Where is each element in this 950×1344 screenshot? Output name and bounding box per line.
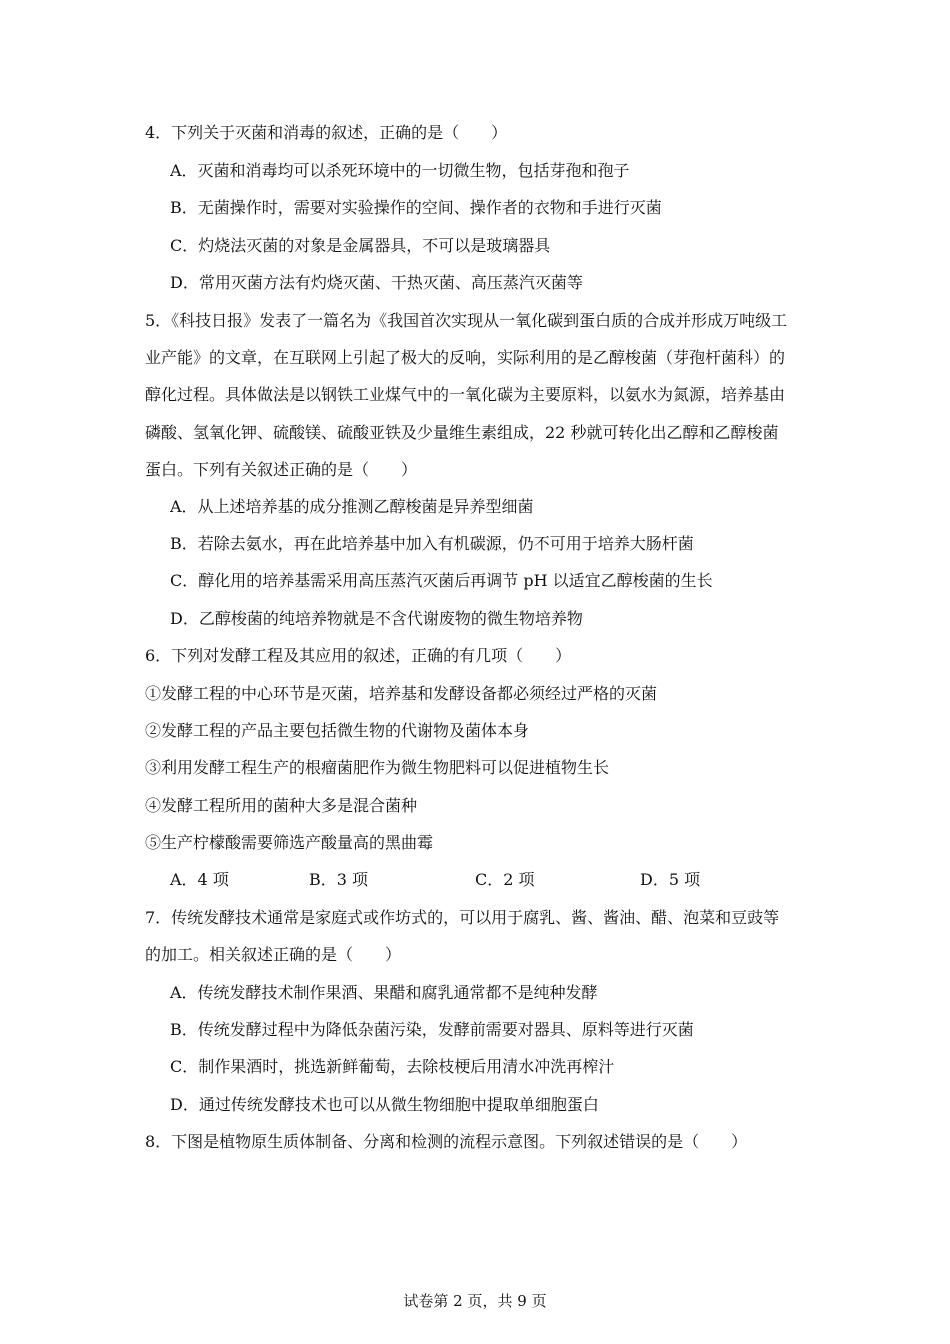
q5-stem-line-5: 蛋白。下列有关叙述正确的是（ ）: [145, 460, 418, 479]
q4-stem: 4．下列关于灭菌和消毒的叙述，正确的是（ ）: [145, 123, 508, 142]
q6-option-d: D．5 项: [640, 870, 701, 889]
q7-option-c: C．制作果酒时，挑选新鲜葡萄，去除枝梗后用清水冲洗再榨汁: [170, 1057, 615, 1076]
q5-option-c: C．醇化用的培养基需采用高压蒸汽灭菌后再调节 pH 以适宜乙醇梭菌的生长: [170, 571, 713, 590]
q8-stem: 8．下图是植物原生质体制备、分离和检测的流程示意图。下列叙述错误的是（ ）: [145, 1132, 748, 1151]
q6-stem: 6．下列对发酵工程及其应用的叙述，正确的有几项（ ）: [145, 646, 572, 665]
q6-item-2: ②发酵工程的产品主要包括微生物的代谢物及菌体本身: [145, 721, 530, 740]
q7-stem-line-2: 的加工。相关叙述正确的是（ ）: [145, 945, 402, 964]
q5-stem-line-3: 醇化过程。具体做法是以钢铁工业煤气中的一氧化碳为主要原料，以氨水为氮源，培养基由: [145, 385, 786, 404]
q6-option-c: C．2 项: [475, 870, 535, 889]
q6-item-1: ①发酵工程的中心环节是灭菌，培养基和发酵设备都必须经过严格的灭菌: [145, 684, 658, 703]
q5-option-a: A．从上述培养基的成分推测乙醇梭菌是异养型细菌: [170, 497, 534, 516]
q5-option-d: D．乙醇梭菌的纯培养物就是不含代谢废物的微生物培养物: [170, 609, 583, 628]
q4-option-b: B．无菌操作时，需要对实验操作的空间、操作者的衣物和手进行灭菌: [170, 198, 662, 217]
q4-option-d: D．常用灭菌方法有灼烧灭菌、干热灭菌、高压蒸汽灭菌等: [170, 273, 583, 292]
q6-option-b: B．3 项: [309, 870, 369, 889]
q6-item-4: ④发酵工程所用的菌种大多是混合菌种: [145, 796, 418, 815]
q5-stem-line-1: 5．《科技日报》发表了一篇名为《我国首次实现从一氧化碳到蛋白质的合成并形成万吨级工: [145, 311, 788, 330]
q7-stem-line-1: 7．传统发酵技术通常是家庭式或作坊式的，可以用于腐乳、酱、酱油、醋、泡菜和豆豉等: [145, 908, 780, 927]
q7-option-d: D．通过传统发酵技术也可以从微生物细胞中提取单细胞蛋白: [170, 1095, 599, 1114]
page-footer: 试卷第 2 页，共 9 页: [403, 1292, 547, 1310]
q6-item-3: ③利用发酵工程生产的根瘤菌肥作为微生物肥料可以促进植物生长: [145, 758, 610, 777]
q5-stem-line-4: 磷酸、氢氧化钾、硫酸镁、硫酸亚铁及少量维生素组成，22 秒就可转化出乙醇和乙醇梭菌: [145, 423, 779, 442]
q4-option-a: A．灭菌和消毒均可以杀死环境中的一切微生物，包括芽孢和孢子: [170, 161, 630, 180]
q5-option-b: B．若除去氨水，再在此培养基中加入有机碳源，仍不可用于培养大肠杆菌: [170, 534, 694, 553]
q5-stem-line-2: 业产能》的文章，在互联网上引起了极大的反响，实际利用的是乙醇梭菌（芽孢杆菌科）的: [145, 348, 786, 367]
q7-option-b: B．传统发酵过程中为降低杂菌污染，发酵前需要对器具、原料等进行灭菌: [170, 1020, 694, 1039]
q4-option-c: C．灼烧法灭菌的对象是金属器具，不可以是玻璃器具: [170, 236, 551, 255]
q7-option-a: A．传统发酵技术制作果酒、果醋和腐乳通常都不是纯种发酵: [170, 983, 598, 1002]
q6-item-5: ⑤生产柠檬酸需要筛选产酸量高的黑曲霉: [145, 833, 434, 852]
q6-option-a: A．4 项: [170, 870, 229, 889]
